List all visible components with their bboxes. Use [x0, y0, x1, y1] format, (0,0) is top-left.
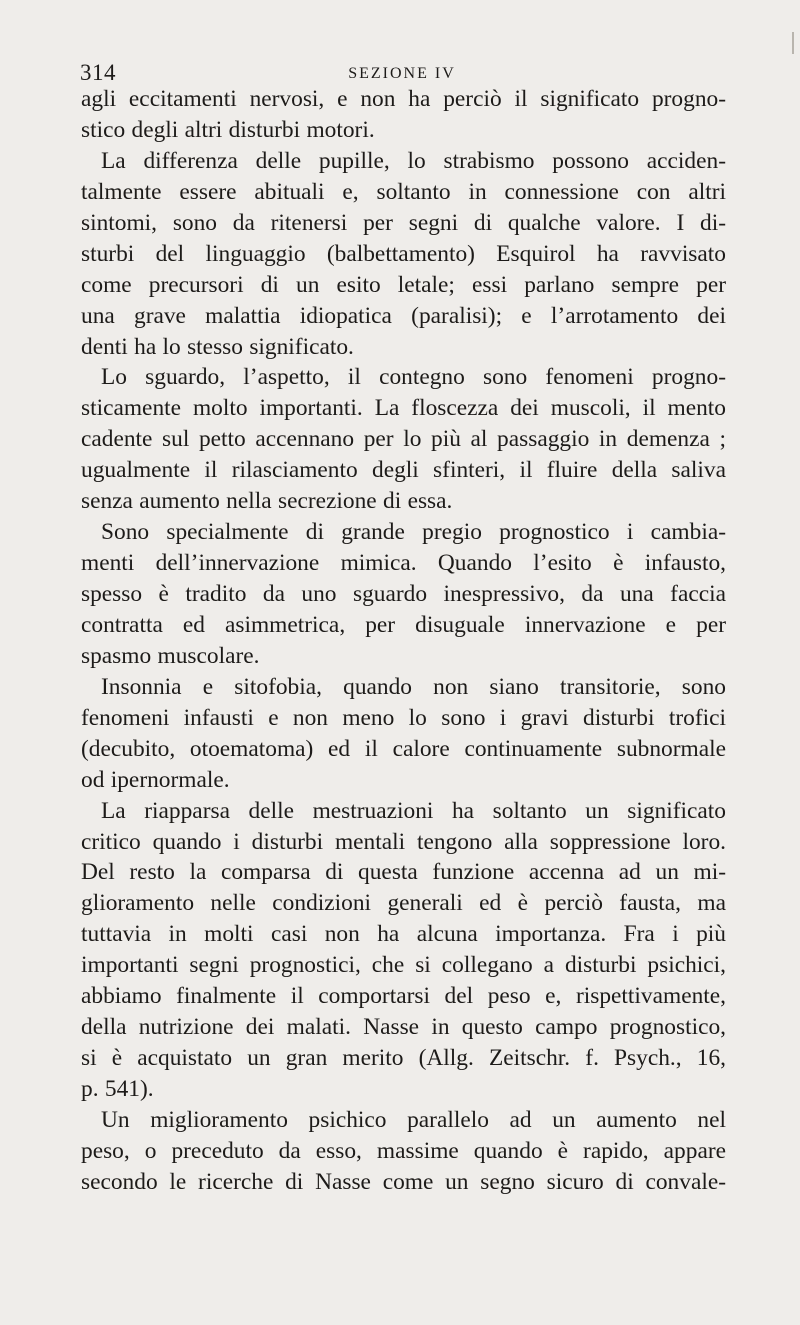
text-line: contratta ed asimmetrica, per disuguale innervazione e per — [81, 611, 726, 638]
text-line: Un miglioramento psichico parallelo ad un aumento nel — [101, 1106, 726, 1133]
text-line: glioramento nelle condizioni generali ed è perciò fausta, ma — [81, 890, 726, 917]
text-line: talmente essere abituali e, soltanto in connessione con altri — [81, 178, 726, 205]
text-line: senza aumento nella secrezione di essa. — [81, 488, 453, 515]
text-line: si è acquistato un gran merito (Allg. Zeitschr. f. Psych., 16, — [81, 1045, 726, 1072]
text-line: peso, o preceduto da esso, massime quando è rapido, appare — [81, 1137, 726, 1164]
text-line: fenomeni infausti e non meno lo sono i gravi disturbi trofici — [81, 704, 726, 731]
text-line: spesso è tradito da uno sguardo inespressivo, da una faccia — [81, 581, 726, 607]
text-line: p. 541). — [81, 1076, 154, 1102]
text-line: Lo sguardo, l’aspetto, il contegno sono fenomeni progno- — [101, 364, 726, 391]
text-line: cadente sul petto accennano per lo più al passaggio in demenza ; — [81, 426, 726, 453]
text-line: La differenza delle pupille, lo strabismo possono acciden- — [101, 147, 726, 174]
text-line: Del resto la comparsa di questa funzione accenna ad un mi- — [81, 859, 726, 886]
text-line: come precursori di un esito letale; essi parlano sempre per — [81, 271, 726, 298]
text-line: Sono specialmente di grande pregio prognostico i cambia- — [101, 519, 726, 546]
text-line: (decubito, otoematoma) ed il calore continuamente subnormale — [81, 735, 726, 762]
text-line: od ipernormale. — [81, 766, 230, 793]
text-line: abbiamo finalmente il comportarsi del peso e, rispettivamente, — [81, 983, 726, 1010]
text-line: spasmo muscolare. — [81, 642, 260, 669]
text-line: tuttavia in molti casi non ha alcuna importanza. Fra i più — [81, 921, 726, 948]
text-line: sintomi, sono da ritenersi per segni di qualche valore. I di- — [81, 209, 726, 236]
text-line: importanti segni prognostici, che si collegano a disturbi psichici, — [81, 952, 726, 979]
running-head: SEZIONE IV — [348, 65, 456, 82]
text-line: La riapparsa delle mestruazioni ha soltanto un significato — [101, 797, 726, 824]
text-line: della nutrizione dei malati. Nasse in questo campo prognostico, — [81, 1014, 726, 1041]
text-line: stico degli altri disturbi motori. — [81, 116, 375, 143]
body-text — [81, 84, 726, 1198]
text-line: ugualmente il rilasciamento degli sfinteri, il fluire della saliva — [81, 457, 726, 484]
text-line: sticamente molto importanti. La floscezza dei muscoli, il mento — [81, 395, 726, 422]
text-line: menti dell’innervazione mimica. Quando l’esito è infausto, — [81, 550, 726, 577]
text-line: una grave malattia idiopatica (paralisi); e l’arrotamento dei — [81, 302, 726, 329]
page-edge-mark — [792, 32, 794, 54]
text-line: critico quando i disturbi mentali tengono alla soppressione loro. — [81, 828, 726, 855]
page-number: 314 — [80, 60, 116, 85]
text-line: secondo le ricerche di Nasse come un segno sicuro di convale- — [81, 1168, 726, 1195]
text-line: denti ha lo stesso significato. — [81, 333, 354, 360]
text-line: Insonnia e sitofobia, quando non siano transitorie, sono — [101, 673, 726, 700]
text-line: sturbi del linguaggio (balbettamento) Esquirol ha ravvisato — [81, 240, 726, 267]
text-line: agli eccitamenti nervosi, e non ha perciò il significato progno- — [81, 86, 726, 112]
